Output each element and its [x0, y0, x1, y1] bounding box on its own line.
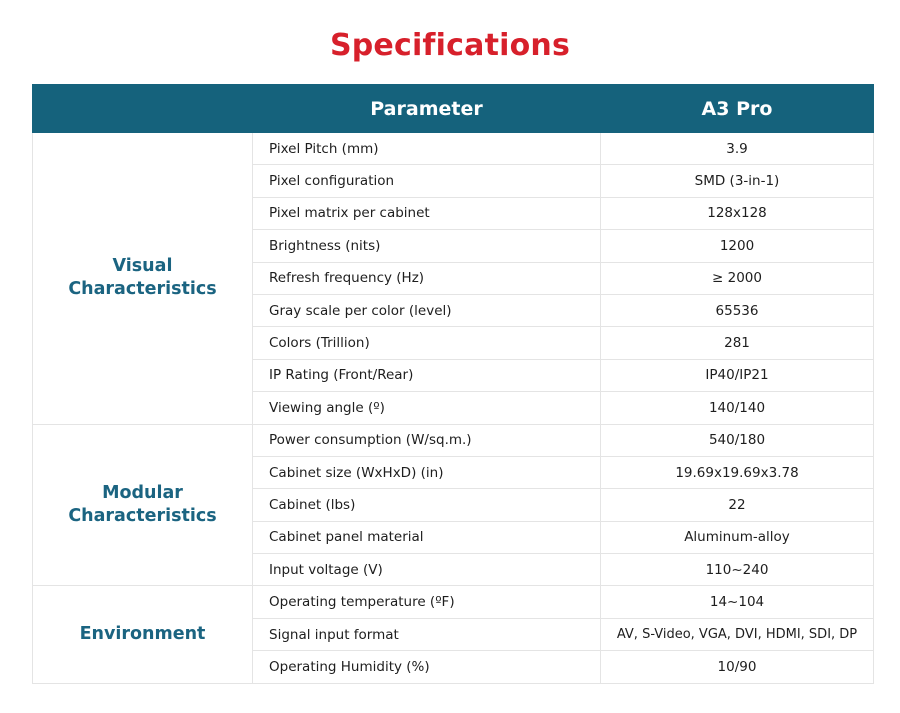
- parameter-name: Cabinet size (WxHxD) (in): [253, 456, 601, 488]
- model-header: A3 Pro: [601, 85, 874, 133]
- parameter-value: 10/90: [601, 651, 874, 683]
- category-header: [33, 85, 253, 133]
- parameter-value: Aluminum-alloy: [601, 521, 874, 553]
- group-modular-characteristics: [33, 424, 253, 586]
- parameter-name: Pixel configuration: [253, 165, 601, 197]
- parameter-value: 65536: [601, 294, 874, 326]
- parameter-name: Power consumption (W/sq.m.): [253, 424, 601, 456]
- parameter-name: Signal input format: [253, 618, 601, 650]
- parameter-value: 22: [601, 489, 874, 521]
- table-row: [33, 586, 874, 618]
- parameter-value: 1200: [601, 230, 874, 262]
- parameter-header: Parameter: [253, 85, 601, 133]
- group-label-line1: Environment: [79, 624, 206, 645]
- parameter-name: Operating Humidity (%): [253, 651, 601, 683]
- parameter-value: AV, S-Video, VGA, DVI, HDMI, SDI, DP: [601, 618, 874, 650]
- parameter-value: 128x128: [601, 197, 874, 229]
- parameter-name: Cabinet (lbs): [253, 489, 601, 521]
- group-environment: [33, 586, 253, 683]
- page-title: Specifications: [329, 28, 571, 63]
- group-visual-characteristics: [33, 133, 253, 425]
- parameter-value: 3.9: [601, 133, 874, 165]
- group-label-line1: Visual: [112, 256, 173, 277]
- parameter-name: Brightness (nits): [253, 230, 601, 262]
- group-label-line2: Characteristics: [68, 505, 217, 526]
- parameter-value: 19.69x19.69x3.78: [601, 456, 874, 488]
- parameter-name: Refresh frequency (Hz): [253, 262, 601, 294]
- specifications-table: [32, 84, 874, 684]
- parameter-name: Operating temperature (ºF): [253, 586, 601, 618]
- parameter-value: IP40/IP21: [601, 359, 874, 391]
- parameter-name: Colors (Trillion): [253, 327, 601, 359]
- parameter-name: Gray scale per color (level): [253, 294, 601, 326]
- parameter-name: Cabinet panel material: [253, 521, 601, 553]
- parameter-name: Viewing angle (º): [253, 392, 601, 424]
- table-row: [33, 424, 874, 456]
- parameter-name: Pixel Pitch (mm): [253, 133, 601, 165]
- group-label-line2: Characteristics: [68, 279, 217, 300]
- parameter-value: 281: [601, 327, 874, 359]
- parameter-value: 540/180: [601, 424, 874, 456]
- parameter-value: 14~104: [601, 586, 874, 618]
- parameter-value: ≥ 2000: [601, 262, 874, 294]
- parameter-name: Pixel matrix per cabinet: [253, 197, 601, 229]
- parameter-name: Input voltage (V): [253, 554, 601, 586]
- table-row: [33, 133, 874, 165]
- parameter-value: 140/140: [601, 392, 874, 424]
- group-label-line1: Modular: [102, 482, 183, 503]
- parameter-name: IP Rating (Front/Rear): [253, 359, 601, 391]
- parameter-value: 110~240: [601, 554, 874, 586]
- parameter-value: SMD (3-in-1): [601, 165, 874, 197]
- table-header: [33, 85, 874, 133]
